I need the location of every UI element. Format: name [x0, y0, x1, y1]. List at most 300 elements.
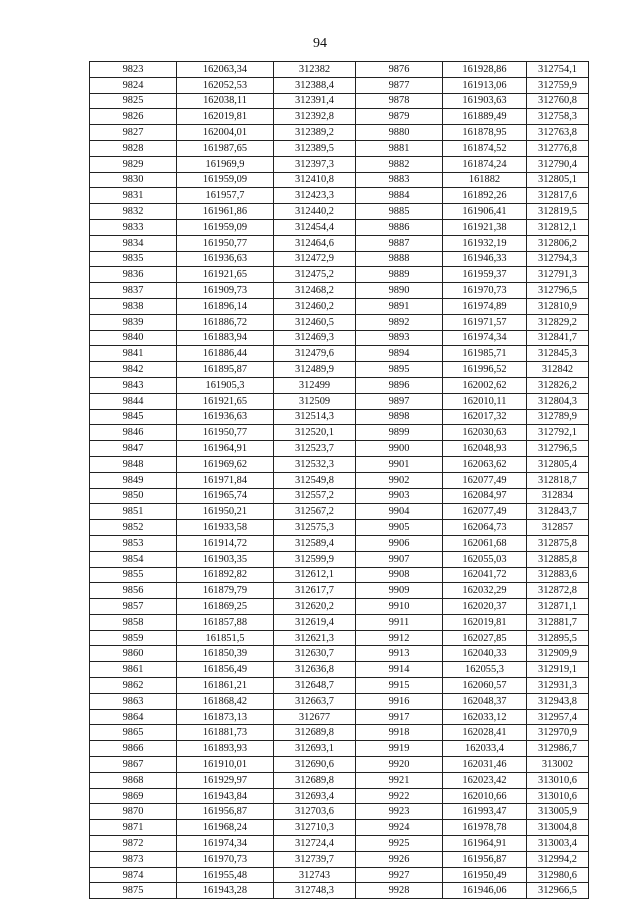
y-coordinate-left-cell: 312663,7 — [274, 693, 356, 709]
table-row — [90, 741, 589, 757]
table-row — [90, 393, 589, 409]
x-coordinate-right-cell: 161892,26 — [443, 188, 527, 204]
x-coordinate-right-cell: 161996,52 — [443, 362, 527, 378]
y-coordinate-right-cell: 312806,2 — [527, 235, 589, 251]
x-coordinate-right-cell: 162077,49 — [443, 472, 527, 488]
table-row — [90, 504, 589, 520]
table-row — [90, 409, 589, 425]
y-coordinate-left-cell: 312460,2 — [274, 298, 356, 314]
point-number-right-cell: 9884 — [356, 188, 443, 204]
x-coordinate-right-cell: 161874,52 — [443, 140, 527, 156]
table-row — [90, 456, 589, 472]
x-coordinate-left-cell: 162019,81 — [177, 109, 274, 125]
table-row — [90, 851, 589, 867]
y-coordinate-left-cell: 312748,3 — [274, 883, 356, 899]
y-coordinate-left-cell: 312397,3 — [274, 156, 356, 172]
x-coordinate-left-cell: 161971,84 — [177, 472, 274, 488]
table-row — [90, 678, 589, 694]
x-coordinate-left-cell: 161974,34 — [177, 836, 274, 852]
point-number-right-cell: 9895 — [356, 362, 443, 378]
point-number-left-cell: 9827 — [90, 125, 177, 141]
point-number-right-cell: 9925 — [356, 836, 443, 852]
y-coordinate-right-cell: 312966,5 — [527, 883, 589, 899]
table-row — [90, 314, 589, 330]
point-number-left-cell: 9832 — [90, 204, 177, 220]
y-coordinate-left-cell: 312382 — [274, 62, 356, 78]
table-row — [90, 425, 589, 441]
x-coordinate-right-cell: 162002,62 — [443, 377, 527, 393]
x-coordinate-left-cell: 161895,87 — [177, 362, 274, 378]
point-number-right-cell: 9911 — [356, 614, 443, 630]
y-coordinate-right-cell: 312758,3 — [527, 109, 589, 125]
x-coordinate-left-cell: 161961,86 — [177, 204, 274, 220]
point-number-right-cell: 9889 — [356, 267, 443, 283]
x-coordinate-left-cell: 161903,35 — [177, 551, 274, 567]
x-coordinate-right-cell: 161956,87 — [443, 851, 527, 867]
x-coordinate-right-cell: 162010,66 — [443, 788, 527, 804]
x-coordinate-left-cell: 161970,73 — [177, 851, 274, 867]
table-row — [90, 867, 589, 883]
point-number-right-cell: 9920 — [356, 757, 443, 773]
point-number-right-cell: 9886 — [356, 219, 443, 235]
y-coordinate-left-cell: 312743 — [274, 867, 356, 883]
point-number-right-cell: 9926 — [356, 851, 443, 867]
point-number-right-cell: 9883 — [356, 172, 443, 188]
point-number-left-cell: 9843 — [90, 377, 177, 393]
point-number-left-cell: 9823 — [90, 62, 177, 78]
x-coordinate-left-cell: 161851,5 — [177, 630, 274, 646]
y-coordinate-left-cell: 312389,2 — [274, 125, 356, 141]
x-coordinate-left-cell: 161955,48 — [177, 867, 274, 883]
x-coordinate-left-cell: 161886,72 — [177, 314, 274, 330]
x-coordinate-left-cell: 161950,77 — [177, 235, 274, 251]
x-coordinate-right-cell: 161921,38 — [443, 219, 527, 235]
y-coordinate-right-cell: 312834 — [527, 488, 589, 504]
y-coordinate-left-cell: 312410,8 — [274, 172, 356, 188]
x-coordinate-right-cell: 161932,19 — [443, 235, 527, 251]
x-coordinate-left-cell: 161964,91 — [177, 441, 274, 457]
x-coordinate-left-cell: 161850,39 — [177, 646, 274, 662]
y-coordinate-left-cell: 312440,2 — [274, 204, 356, 220]
table-row — [90, 298, 589, 314]
point-number-left-cell: 9826 — [90, 109, 177, 125]
table-row — [90, 362, 589, 378]
y-coordinate-left-cell: 312499 — [274, 377, 356, 393]
point-number-right-cell: 9916 — [356, 693, 443, 709]
table-row — [90, 804, 589, 820]
y-coordinate-right-cell: 312943,8 — [527, 693, 589, 709]
y-coordinate-left-cell: 312575,3 — [274, 520, 356, 536]
x-coordinate-right-cell: 162061,68 — [443, 535, 527, 551]
y-coordinate-right-cell: 312796,5 — [527, 283, 589, 299]
x-coordinate-right-cell: 161985,71 — [443, 346, 527, 362]
y-coordinate-left-cell: 312557,2 — [274, 488, 356, 504]
point-number-left-cell: 9858 — [90, 614, 177, 630]
point-number-left-cell: 9869 — [90, 788, 177, 804]
y-coordinate-left-cell: 312464,6 — [274, 235, 356, 251]
y-coordinate-right-cell: 312805,4 — [527, 456, 589, 472]
x-coordinate-right-cell: 162020,37 — [443, 599, 527, 615]
y-coordinate-right-cell: 312790,4 — [527, 156, 589, 172]
point-number-right-cell: 9899 — [356, 425, 443, 441]
x-coordinate-left-cell: 161950,21 — [177, 504, 274, 520]
table-row — [90, 251, 589, 267]
x-coordinate-left-cell: 161956,87 — [177, 804, 274, 820]
y-coordinate-left-cell: 312619,4 — [274, 614, 356, 630]
point-number-left-cell: 9837 — [90, 283, 177, 299]
point-number-left-cell: 9857 — [90, 599, 177, 615]
table-row — [90, 109, 589, 125]
point-number-left-cell: 9844 — [90, 393, 177, 409]
coordinates-table — [89, 61, 589, 899]
x-coordinate-left-cell: 161856,49 — [177, 662, 274, 678]
point-number-right-cell: 9907 — [356, 551, 443, 567]
x-coordinate-left-cell: 161957,7 — [177, 188, 274, 204]
table-row — [90, 772, 589, 788]
table-row — [90, 599, 589, 615]
point-number-right-cell: 9919 — [356, 741, 443, 757]
y-coordinate-left-cell: 312710,3 — [274, 820, 356, 836]
point-number-right-cell: 9892 — [356, 314, 443, 330]
table-row — [90, 535, 589, 551]
y-coordinate-right-cell: 312994,2 — [527, 851, 589, 867]
point-number-right-cell: 9880 — [356, 125, 443, 141]
point-number-right-cell: 9888 — [356, 251, 443, 267]
y-coordinate-left-cell: 312520,1 — [274, 425, 356, 441]
table-row — [90, 883, 589, 899]
point-number-left-cell: 9848 — [90, 456, 177, 472]
y-coordinate-left-cell: 312693,1 — [274, 741, 356, 757]
y-coordinate-right-cell: 312763,8 — [527, 125, 589, 141]
x-coordinate-left-cell: 161933,58 — [177, 520, 274, 536]
table-row — [90, 204, 589, 220]
y-coordinate-right-cell: 312883,6 — [527, 567, 589, 583]
x-coordinate-right-cell: 161874,24 — [443, 156, 527, 172]
point-number-left-cell: 9842 — [90, 362, 177, 378]
x-coordinate-right-cell: 161946,06 — [443, 883, 527, 899]
x-coordinate-right-cell: 162063,62 — [443, 456, 527, 472]
table-row — [90, 630, 589, 646]
x-coordinate-right-cell: 161928,86 — [443, 62, 527, 78]
point-number-right-cell: 9894 — [356, 346, 443, 362]
point-number-right-cell: 9897 — [356, 393, 443, 409]
point-number-right-cell: 9890 — [356, 283, 443, 299]
y-coordinate-left-cell: 312454,4 — [274, 219, 356, 235]
x-coordinate-left-cell: 161905,3 — [177, 377, 274, 393]
table-row — [90, 788, 589, 804]
y-coordinate-right-cell: 312895,5 — [527, 630, 589, 646]
point-number-left-cell: 9867 — [90, 757, 177, 773]
x-coordinate-right-cell: 162019,81 — [443, 614, 527, 630]
y-coordinate-left-cell: 312469,3 — [274, 330, 356, 346]
point-number-right-cell: 9905 — [356, 520, 443, 536]
point-number-left-cell: 9856 — [90, 583, 177, 599]
x-coordinate-left-cell: 161869,25 — [177, 599, 274, 615]
y-coordinate-left-cell: 312648,7 — [274, 678, 356, 694]
x-coordinate-left-cell: 161892,82 — [177, 567, 274, 583]
x-coordinate-right-cell: 162023,42 — [443, 772, 527, 788]
x-coordinate-right-cell: 162055,03 — [443, 551, 527, 567]
y-coordinate-left-cell: 312621,3 — [274, 630, 356, 646]
point-number-left-cell: 9836 — [90, 267, 177, 283]
x-coordinate-right-cell: 161970,73 — [443, 283, 527, 299]
point-number-left-cell: 9866 — [90, 741, 177, 757]
x-coordinate-right-cell: 162033,12 — [443, 709, 527, 725]
x-coordinate-right-cell: 161946,33 — [443, 251, 527, 267]
y-coordinate-left-cell: 312489,9 — [274, 362, 356, 378]
point-number-right-cell: 9909 — [356, 583, 443, 599]
table-row — [90, 836, 589, 852]
table-row — [90, 283, 589, 299]
point-number-right-cell: 9922 — [356, 788, 443, 804]
point-number-left-cell: 9845 — [90, 409, 177, 425]
table-row — [90, 662, 589, 678]
point-number-left-cell: 9872 — [90, 836, 177, 852]
x-coordinate-left-cell: 161914,72 — [177, 535, 274, 551]
x-coordinate-right-cell: 162031,46 — [443, 757, 527, 773]
table-row — [90, 441, 589, 457]
x-coordinate-right-cell: 162028,41 — [443, 725, 527, 741]
y-coordinate-right-cell: 312970,9 — [527, 725, 589, 741]
y-coordinate-left-cell: 312468,2 — [274, 283, 356, 299]
y-coordinate-right-cell: 312843,7 — [527, 504, 589, 520]
y-coordinate-right-cell: 312794,3 — [527, 251, 589, 267]
point-number-right-cell: 9877 — [356, 77, 443, 93]
y-coordinate-right-cell: 312845,3 — [527, 346, 589, 362]
point-number-left-cell: 9860 — [90, 646, 177, 662]
x-coordinate-left-cell: 162038,11 — [177, 93, 274, 109]
x-coordinate-left-cell: 162063,34 — [177, 62, 274, 78]
point-number-right-cell: 9896 — [356, 377, 443, 393]
x-coordinate-right-cell: 161906,41 — [443, 204, 527, 220]
x-coordinate-left-cell: 161857,88 — [177, 614, 274, 630]
point-number-left-cell: 9859 — [90, 630, 177, 646]
x-coordinate-right-cell: 161878,95 — [443, 125, 527, 141]
point-number-right-cell: 9904 — [356, 504, 443, 520]
point-number-right-cell: 9881 — [356, 140, 443, 156]
y-coordinate-right-cell: 313005,9 — [527, 804, 589, 820]
x-coordinate-left-cell: 161883,94 — [177, 330, 274, 346]
x-coordinate-left-cell: 161965,74 — [177, 488, 274, 504]
x-coordinate-left-cell: 161936,63 — [177, 409, 274, 425]
point-number-right-cell: 9898 — [356, 409, 443, 425]
point-number-right-cell: 9882 — [356, 156, 443, 172]
point-number-right-cell: 9914 — [356, 662, 443, 678]
point-number-left-cell: 9839 — [90, 314, 177, 330]
x-coordinate-right-cell: 161974,34 — [443, 330, 527, 346]
point-number-left-cell: 9847 — [90, 441, 177, 457]
y-coordinate-right-cell: 312871,1 — [527, 599, 589, 615]
y-coordinate-right-cell: 312818,7 — [527, 472, 589, 488]
y-coordinate-right-cell: 313010,6 — [527, 772, 589, 788]
x-coordinate-right-cell: 162041,72 — [443, 567, 527, 583]
x-coordinate-right-cell: 161882 — [443, 172, 527, 188]
x-coordinate-left-cell: 161868,42 — [177, 693, 274, 709]
x-coordinate-left-cell: 161921,65 — [177, 267, 274, 283]
x-coordinate-left-cell: 162004,01 — [177, 125, 274, 141]
point-number-right-cell: 9878 — [356, 93, 443, 109]
point-number-left-cell: 9846 — [90, 425, 177, 441]
y-coordinate-left-cell: 312567,2 — [274, 504, 356, 520]
x-coordinate-left-cell: 161861,21 — [177, 678, 274, 694]
y-coordinate-right-cell: 312857 — [527, 520, 589, 536]
point-number-left-cell: 9834 — [90, 235, 177, 251]
x-coordinate-right-cell: 161889,49 — [443, 109, 527, 125]
x-coordinate-right-cell: 161903,63 — [443, 93, 527, 109]
point-number-right-cell: 9910 — [356, 599, 443, 615]
y-coordinate-right-cell: 313004,8 — [527, 820, 589, 836]
x-coordinate-right-cell: 161913,06 — [443, 77, 527, 93]
y-coordinate-right-cell: 312841,7 — [527, 330, 589, 346]
y-coordinate-right-cell: 312881,7 — [527, 614, 589, 630]
y-coordinate-left-cell: 312690,6 — [274, 757, 356, 773]
point-number-right-cell: 9885 — [356, 204, 443, 220]
table-row — [90, 62, 589, 78]
point-number-left-cell: 9865 — [90, 725, 177, 741]
y-coordinate-left-cell: 312630,7 — [274, 646, 356, 662]
y-coordinate-right-cell: 312986,7 — [527, 741, 589, 757]
table-row — [90, 77, 589, 93]
x-coordinate-left-cell: 161943,84 — [177, 788, 274, 804]
y-coordinate-right-cell: 312842 — [527, 362, 589, 378]
point-number-left-cell: 9835 — [90, 251, 177, 267]
y-coordinate-right-cell: 312789,9 — [527, 409, 589, 425]
y-coordinate-left-cell: 312599,9 — [274, 551, 356, 567]
y-coordinate-left-cell: 312523,7 — [274, 441, 356, 457]
y-coordinate-left-cell: 312460,5 — [274, 314, 356, 330]
point-number-right-cell: 9927 — [356, 867, 443, 883]
table-row — [90, 583, 589, 599]
point-number-left-cell: 9862 — [90, 678, 177, 694]
x-coordinate-left-cell: 161909,73 — [177, 283, 274, 299]
point-number-right-cell: 9900 — [356, 441, 443, 457]
y-coordinate-left-cell: 312389,5 — [274, 140, 356, 156]
x-coordinate-right-cell: 162017,32 — [443, 409, 527, 425]
point-number-left-cell: 9825 — [90, 93, 177, 109]
y-coordinate-right-cell: 312817,6 — [527, 188, 589, 204]
y-coordinate-right-cell: 312829,2 — [527, 314, 589, 330]
x-coordinate-left-cell: 161886,44 — [177, 346, 274, 362]
table-row — [90, 614, 589, 630]
table-row — [90, 693, 589, 709]
x-coordinate-left-cell: 161959,09 — [177, 172, 274, 188]
y-coordinate-right-cell: 312776,8 — [527, 140, 589, 156]
point-number-right-cell: 9923 — [356, 804, 443, 820]
y-coordinate-right-cell: 312754,1 — [527, 62, 589, 78]
x-coordinate-right-cell: 162040,33 — [443, 646, 527, 662]
y-coordinate-right-cell: 312805,1 — [527, 172, 589, 188]
y-coordinate-left-cell: 312617,7 — [274, 583, 356, 599]
y-coordinate-right-cell: 312875,8 — [527, 535, 589, 551]
y-coordinate-left-cell: 312589,4 — [274, 535, 356, 551]
x-coordinate-right-cell: 162084,97 — [443, 488, 527, 504]
y-coordinate-right-cell: 312804,3 — [527, 393, 589, 409]
point-number-right-cell: 9879 — [356, 109, 443, 125]
point-number-right-cell: 9893 — [356, 330, 443, 346]
x-coordinate-right-cell: 162055,3 — [443, 662, 527, 678]
x-coordinate-left-cell: 161929,97 — [177, 772, 274, 788]
x-coordinate-right-cell: 162060,57 — [443, 678, 527, 694]
table-row — [90, 757, 589, 773]
x-coordinate-left-cell: 161879,79 — [177, 583, 274, 599]
y-coordinate-left-cell: 312620,2 — [274, 599, 356, 615]
y-coordinate-left-cell: 312549,8 — [274, 472, 356, 488]
table-row — [90, 172, 589, 188]
y-coordinate-left-cell: 312677 — [274, 709, 356, 725]
x-coordinate-right-cell: 162064,73 — [443, 520, 527, 536]
x-coordinate-right-cell: 161978,78 — [443, 820, 527, 836]
point-number-left-cell: 9853 — [90, 535, 177, 551]
x-coordinate-left-cell: 161881,73 — [177, 725, 274, 741]
point-number-right-cell: 9902 — [356, 472, 443, 488]
y-coordinate-right-cell: 312957,4 — [527, 709, 589, 725]
point-number-left-cell: 9861 — [90, 662, 177, 678]
point-number-left-cell: 9841 — [90, 346, 177, 362]
y-coordinate-left-cell: 312475,2 — [274, 267, 356, 283]
y-coordinate-left-cell: 312391,4 — [274, 93, 356, 109]
point-number-right-cell: 9891 — [356, 298, 443, 314]
point-number-left-cell: 9828 — [90, 140, 177, 156]
point-number-right-cell: 9903 — [356, 488, 443, 504]
y-coordinate-right-cell: 312759,9 — [527, 77, 589, 93]
y-coordinate-left-cell: 312724,4 — [274, 836, 356, 852]
point-number-left-cell: 9833 — [90, 219, 177, 235]
x-coordinate-left-cell: 162052,53 — [177, 77, 274, 93]
y-coordinate-left-cell: 312514,3 — [274, 409, 356, 425]
point-number-left-cell: 9850 — [90, 488, 177, 504]
y-coordinate-right-cell: 312980,6 — [527, 867, 589, 883]
point-number-left-cell: 9868 — [90, 772, 177, 788]
x-coordinate-left-cell: 161987,65 — [177, 140, 274, 156]
table-row — [90, 646, 589, 662]
y-coordinate-left-cell: 312509 — [274, 393, 356, 409]
point-number-left-cell: 9849 — [90, 472, 177, 488]
y-coordinate-right-cell: 312919,1 — [527, 662, 589, 678]
x-coordinate-right-cell: 161950,49 — [443, 867, 527, 883]
table-row — [90, 188, 589, 204]
point-number-left-cell: 9831 — [90, 188, 177, 204]
y-coordinate-left-cell: 312636,8 — [274, 662, 356, 678]
y-coordinate-left-cell: 312532,3 — [274, 456, 356, 472]
point-number-right-cell: 9908 — [356, 567, 443, 583]
table-row — [90, 709, 589, 725]
y-coordinate-left-cell: 312689,8 — [274, 772, 356, 788]
point-number-right-cell: 9917 — [356, 709, 443, 725]
point-number-left-cell: 9873 — [90, 851, 177, 867]
table-body — [90, 62, 589, 899]
y-coordinate-right-cell: 312885,8 — [527, 551, 589, 567]
x-coordinate-left-cell: 161910,01 — [177, 757, 274, 773]
x-coordinate-right-cell: 161971,57 — [443, 314, 527, 330]
y-coordinate-right-cell: 312796,5 — [527, 441, 589, 457]
point-number-left-cell: 9830 — [90, 172, 177, 188]
table-row — [90, 488, 589, 504]
y-coordinate-left-cell: 312472,9 — [274, 251, 356, 267]
x-coordinate-left-cell: 161943,28 — [177, 883, 274, 899]
table-row — [90, 267, 589, 283]
x-coordinate-left-cell: 161936,63 — [177, 251, 274, 267]
point-number-left-cell: 9851 — [90, 504, 177, 520]
y-coordinate-right-cell: 312819,5 — [527, 204, 589, 220]
y-coordinate-left-cell: 312693,4 — [274, 788, 356, 804]
point-number-right-cell: 9924 — [356, 820, 443, 836]
y-coordinate-right-cell: 312810,9 — [527, 298, 589, 314]
x-coordinate-right-cell: 161974,89 — [443, 298, 527, 314]
table-row — [90, 330, 589, 346]
y-coordinate-right-cell: 313010,6 — [527, 788, 589, 804]
y-coordinate-left-cell: 312612,1 — [274, 567, 356, 583]
point-number-right-cell: 9921 — [356, 772, 443, 788]
